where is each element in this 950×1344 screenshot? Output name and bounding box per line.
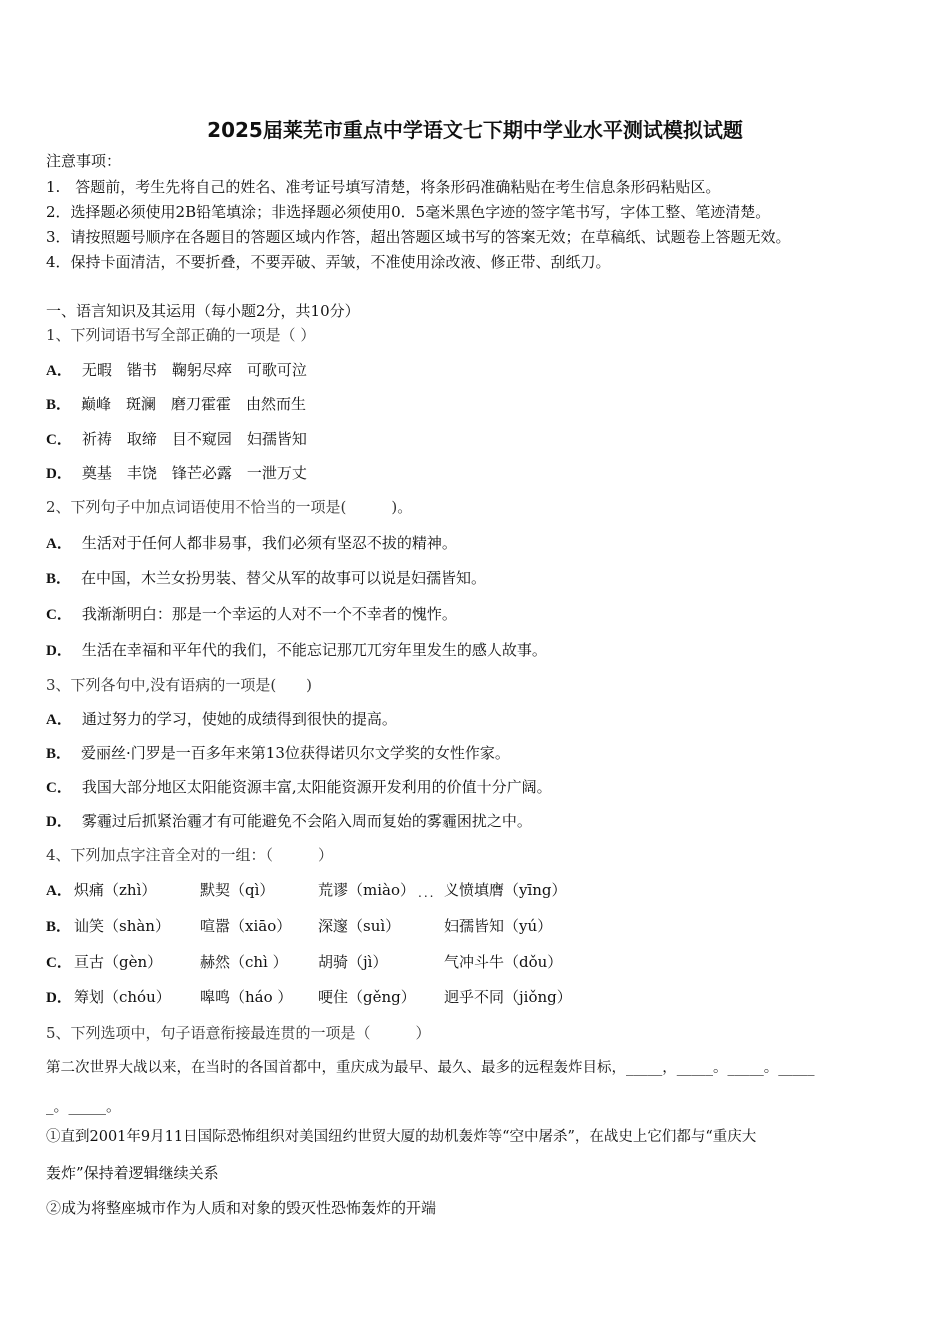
q3-option-d: D． 雾霾过后抓紧治霾才有可能避免不会陷入周而复始的雾霾困扰之中。 <box>46 812 532 830</box>
q4-c-item-4: 气冲斗牛（dǒu） <box>444 953 563 971</box>
q4-row-c: C． <box>46 955 72 971</box>
q2-option-d: D． 生活在幸福和平年代的我们，不能忘记那兀兀穷年里发生的感人故事。 <box>46 641 547 659</box>
q1-option-c: C． 祈祷 取缔 目不窥园 妇孺皆知 <box>46 430 307 448</box>
q4-a-item-2: 默契（qì） <box>200 881 275 899</box>
notice-item-2: 2．选择题必须使用2B铅笔填涂；非选择题必须使用0．5毫米黑色字迹的签字笔书写，字体工整、笔迹清楚。 <box>46 203 771 221</box>
question-2-stem: 2、下列句子中加点词语使用不恰当的一项是( )。 <box>46 498 413 516</box>
q5-passage-line-1: 第二次世界大战以来，在当时的各国首都中，重庆成为最早、最久、最多的远程轰炸目标，_____，_____。_____。_____ <box>46 1060 815 1076</box>
q4-b-item-4: 妇孺皆知（yú） <box>444 917 553 935</box>
q5-passage-line-2: _。_____。 <box>46 1097 122 1115</box>
q5-sentence-2: ②成为将整座城市作为人质和对象的毁灭性恐怖轰炸的开端 <box>46 1199 437 1217</box>
q4-dots: ... <box>418 886 436 900</box>
q4-b-item-2: 喧嚣（xiāo） <box>200 917 292 935</box>
q4-row-a: A． <box>46 883 72 899</box>
q4-d-item-2: 嗥鸣（háo ） <box>200 988 293 1006</box>
question-5-stem: 5、下列选项中，句子语意衔接最连贯的一项是（ ） <box>46 1024 431 1042</box>
q1-option-a: A． 无暇 锴书 鞠躬尽瘁 可歌可泣 <box>46 361 307 379</box>
notice-heading: 注意事项： <box>46 152 122 170</box>
page-title: 2025届莱芜市重点中学语文七下期中学业水平测试模拟试题 <box>207 118 743 142</box>
notice-item-3: 3．请按照题号顺序在各题目的答题区域内作答，超出答题区域书写的答案无效；在草稿纸、试题卷上答题无效。 <box>46 228 791 246</box>
q4-a-item-4: 义愤填膺（yīng） <box>444 881 567 899</box>
q1-option-d: D． 奠基 丰饶 锋芒必露 一泄万丈 <box>46 464 307 482</box>
q1-option-b: B． 巅峰 斑澜 磨刀霍霍 由然而生 <box>46 395 307 413</box>
q3-option-c: C． 我国大部分地区太阳能资源丰富,太阳能资源开发利用的价值十分广阔。 <box>46 778 552 796</box>
notice-item-1: 1. 答题前，考生先将自己的姓名、准考证号填写清楚，将条形码准确粘贴在考生信息条形码粘贴区。 <box>46 178 721 196</box>
q4-c-item-2: 赫然（chì ） <box>200 953 288 971</box>
q3-option-b: B． 爱丽丝·门罗是一百多年来第13位获得诺贝尔文学奖的女性作家。 <box>46 744 510 762</box>
q5-sentence-1: ①直到2001年9月11日国际恐怖组织对美国纽约世贸大厦的劫机轰炸等“空中屠杀”，在战史上它们都与“重庆大 <box>46 1129 757 1145</box>
q4-row-b: B． <box>46 919 72 935</box>
q2-option-a: A． 生活对于任何人都非易事，我们必须有坚忍不拔的精神。 <box>46 534 457 552</box>
q3-option-a: A． 通过努力的学习，使她的成绩得到很快的提高。 <box>46 710 397 728</box>
question-3-stem: 3、下列各句中,没有语病的一项是( ) <box>46 676 313 694</box>
q4-d-item-1: 筹划（chóu） <box>74 988 171 1006</box>
q2-option-b: B． 在中国，木兰女扮男装、替父从军的故事可以说是妇孺皆知。 <box>46 569 487 587</box>
notice-item-4: 4．保持卡面清洁，不要折叠，不要弄破、弄皱，不准使用涂改液、修正带、刮纸刀。 <box>46 253 611 271</box>
q4-a-item-3: 荒谬（miào） <box>318 881 415 899</box>
q4-c-item-3: 胡骑（jì） <box>318 953 388 971</box>
q4-b-item-3: 深邃（suì） <box>318 917 401 935</box>
q4-d-item-3: 哽住（gěng） <box>318 988 416 1006</box>
question-4-stem: 4、下列加点字注音全对的一组：（ ） <box>46 846 334 864</box>
q4-c-item-1: 亘古（gèn） <box>74 953 163 971</box>
q4-row-d: D． <box>46 990 72 1006</box>
question-1-stem: 1、下列词语书写全部正确的一项是（ ） <box>46 326 316 344</box>
q4-d-item-4: 迥乎不同（jiǒng） <box>444 988 572 1006</box>
q5-sentence-1-cont: 轰炸”保持着逻辑继续关系 <box>46 1164 219 1182</box>
q2-option-c: C． 我渐渐明白：那是一个幸运的人对不一个不幸者的愧怍。 <box>46 605 457 623</box>
section-heading: 一、语言知识及其运用（每小题2分，共10分） <box>46 302 360 320</box>
q4-b-item-1: 讪笑（shàn） <box>74 917 170 935</box>
q4-a-item-1: 炽痛（zhì） <box>74 881 157 899</box>
